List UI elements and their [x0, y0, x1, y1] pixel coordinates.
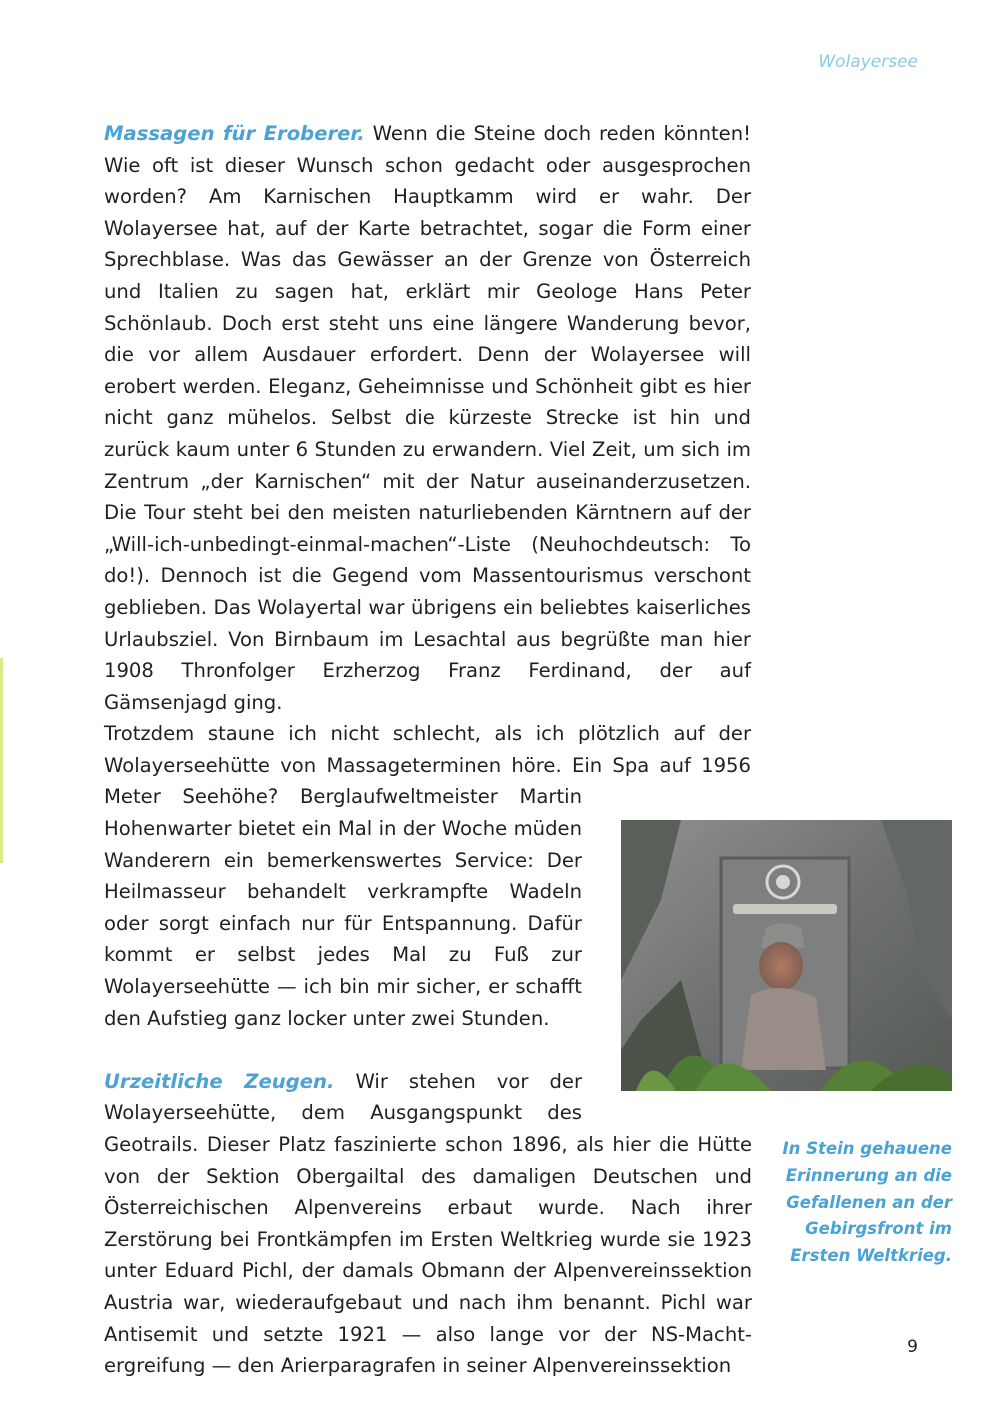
lead-in-heading-1: Massagen für Eroberer.: [104, 122, 365, 145]
wrap-pusher: [751, 118, 752, 786]
running-head: Wolayersee: [818, 52, 918, 72]
paragraph-text: Trotzdem staune ich nicht schlecht, als ich plötzlich auf der Wolayerseehütte von Massageterminen höre. Ein Spa auf 1956 Meter Seehöhe? Berglaufweltmeister Martin Hohenwarter bietet ein Mal in der Woche müden Wanderern ein bemerkenswertes Service: Der Heilmasseur behandelt verkrampfte Wadeln oder sorgt einfach nur für Entspannung. Dafür kommt er selbst jedes Mal zu Fuß zur Wolayerseehütte — ich bin mir sicher, er schafft den Aufstieg ganz locker unter zwei Stunden.: [104, 722, 751, 1030]
caption-line: In Stein gehauene: [782, 1139, 952, 1158]
paragraph-1: [104, 118, 752, 718]
memorial-stone-photo: [621, 820, 952, 1091]
page-edge-marker: [0, 658, 3, 863]
caption-line: Erinnerung an die: [785, 1165, 952, 1185]
page-number: 9: [907, 1337, 918, 1357]
caption-line: Gefallenen an der: [786, 1192, 952, 1212]
paragraph-text: Wenn die Steine doch reden könnten! Wie oft ist dieser Wunsch schon gedacht oder ausgesprochen worden? Am Karnischen Hauptkamm wird er wahr. Der Wolayersee hat, auf der Karte betrachtet, sogar die Form einer Sprechblase. Was das Gewässer an der Grenze von Österreich und Italien zu sagen hat, erklärt mir Geologe Hans Peter Schönlaub. Doch erst steht uns eine längere Wanderung bevor, die vor allem Ausdauer erfordert. Denn der Wolayersee will erobert werden. Eleganz, Geheimnisse und Schönheit gibt es hier nicht ganz mühelos. Selbst die kürzeste Strecke ist hin und zurück kaum unter 6 Stunden zu erwandern. Viel Zeit, um sich im Zentrum „der Karnischen“ mit der Natur auseinanderzusetzen. Die Tour steht bei den meisten naturliebenden Kärntnern auf der „Will-ich-unbedingt-einmal-machen“-Liste (Neuhochdeutsch: To do!). Dennoch ist die Gegend vom Massentourismus verschont geblieben. Das Wolayertal war übrigens ein beliebtes kaiserliches Urlaubsziel. Von Birnbaum im Lesachtal aus begrüßte man hier 1908 Thronfolger Erzherzog Franz Ferdinand, der auf Gämsenjagd ging.: [104, 122, 751, 714]
article-body: [104, 118, 752, 1382]
caption-line: Ersten Weltkrieg.: [790, 1246, 952, 1266]
lead-in-heading-2: Urzeitliche Zeugen.: [104, 1069, 335, 1093]
caption-line: Gebirgsfront im: [805, 1219, 952, 1239]
paragraph-text: Wir stehen vor der Wolayerseehütte, dem Ausgangspunkt des Geotrails. Dieser Platz faszinierte schon 1896, als hier die Hütte von der Sektion Obergailtal des damaligen Deutschen und Österreichischen Alpenvereins erbaut wurde. Nach ihrer Zerstörung bei Frontkämpfen im Ersten Weltkrieg wurde sie 1923 unter Eduard Pichl, der damals Obmann der Alpenvereinssektion Austria war, wiederaufgebaut und nach ihm benannt. Pichl war Antisemit und setzte 1921 — also lange vor der NS-Machtergreifung — den Arierparagrafen in seiner Alpenvereinssektion: [104, 1069, 752, 1378]
photo-caption: [780, 1136, 952, 1270]
